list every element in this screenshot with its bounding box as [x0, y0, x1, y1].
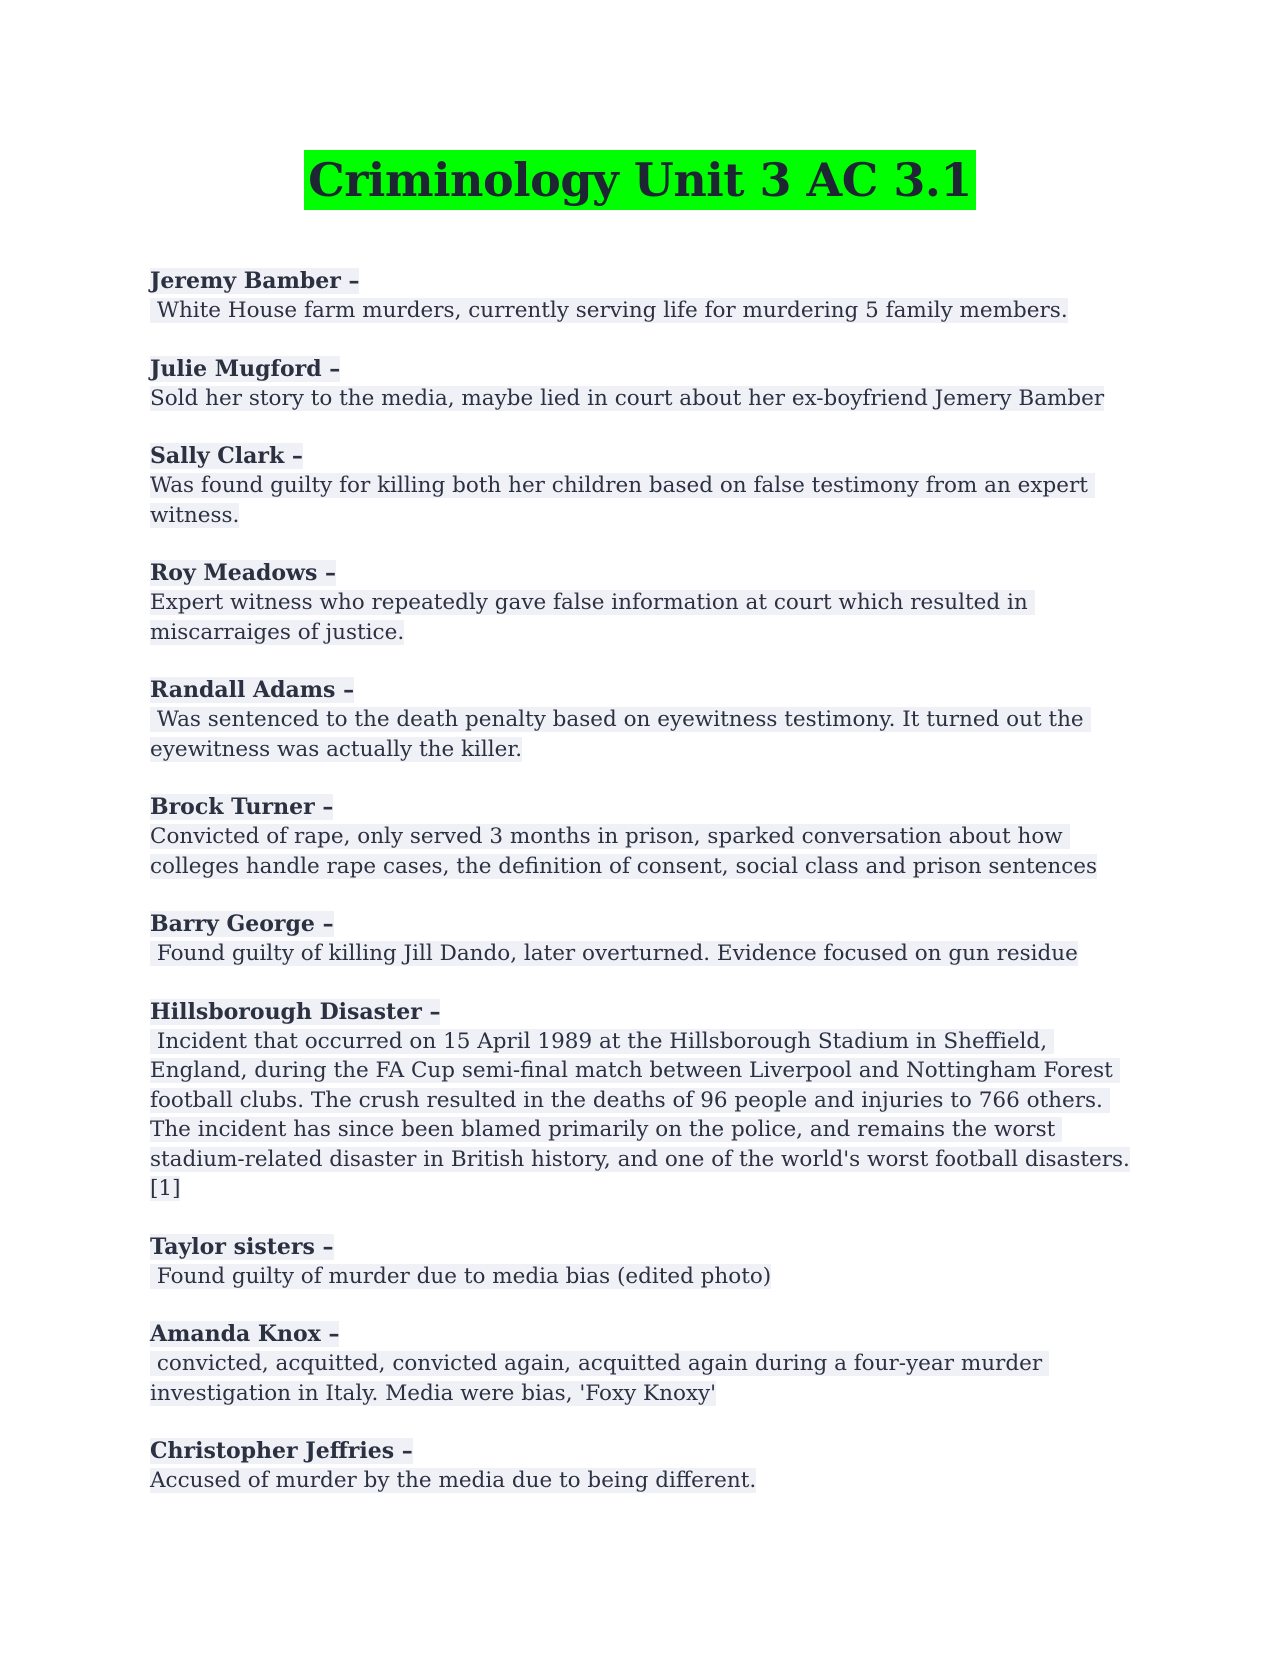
- entry-description: Found guilty of murder due to media bias (edited photo): [150, 1263, 772, 1289]
- entry-description: Found guilty of killing Jill Dando, later overturned. Evidence focused on gun residue: [150, 941, 1078, 966]
- entry-description: Expert witness who repeatedly gave false information at court which resulted in miscarraiges of justice.: [150, 590, 1035, 645]
- entry-description: White House farm murders, currently serving life for murdering 5 family members.: [150, 298, 1068, 323]
- entries-list: [150, 267, 1140, 1525]
- list-item: [150, 267, 1140, 326]
- entry-name: Brock Turner –: [150, 794, 334, 820]
- entry-name: Amanda Knox –: [150, 1321, 340, 1347]
- entry-description: Was sentenced to the death penalty based on eyewitness testimony. It turned out the eyewitness was actually the killer.: [150, 707, 1091, 762]
- entry-name: Taylor sisters –: [150, 1233, 334, 1260]
- entry-description: convicted, acquitted, convicted again, acquitted again during a four-year murder investigation in Italy. Media were bias, 'Foxy Knoxy': [150, 1351, 1049, 1406]
- list-item: [150, 355, 1140, 414]
- list-item: [150, 1437, 1140, 1496]
- title-container: [0, 150, 1280, 210]
- entry-name: Randall Adams –: [150, 677, 355, 703]
- entry-description: Sold her story to the media, maybe lied in court about her ex-boyfriend Jemery Bamber: [150, 385, 1105, 411]
- list-item: [150, 676, 1140, 764]
- list-item: [150, 793, 1140, 881]
- entry-name: Hillsborough Disaster –: [150, 998, 441, 1025]
- list-item: [150, 559, 1140, 647]
- entry-name: Barry George –: [150, 911, 334, 937]
- list-item: [150, 910, 1140, 969]
- entry-name: Roy Meadows –: [150, 560, 337, 586]
- list-item: [150, 998, 1140, 1204]
- entry-description: Incident that occurred on 15 April 1989 at the Hillsborough Stadium in Sheffield, England, during the FA Cup semi-final match between Liverpool and Nottingham Forest football clubs. The crush resulted in the deaths of 96 people and injuries to 766 others. The incident has since been blamed primarily on the police, and remains the worst stadium-related disaster in British history, and one of the world's worst football disasters.[1]: [150, 1028, 1130, 1201]
- list-item: [150, 1320, 1140, 1408]
- entry-name: Sally Clark –: [150, 443, 303, 469]
- entry-name: Julie Mugford –: [150, 355, 341, 382]
- entry-description: Was found guilty for killing both her children based on false testimony from an expert witness.: [150, 473, 1095, 528]
- entry-description: Accused of murder by the media due to being different.: [150, 1468, 757, 1493]
- list-item: [150, 1233, 1140, 1292]
- entry-name: Christopher Jeffries –: [150, 1438, 413, 1464]
- entry-name: Jeremy Bamber –: [150, 268, 360, 294]
- list-item: [150, 442, 1140, 530]
- entry-description: Convicted of rape, only served 3 months in prison, sparked conversation about how colleges handle rape cases, the definition of consent, social class and prison sentences: [150, 824, 1097, 879]
- page-title: Criminology Unit 3 AC 3.1: [304, 150, 976, 210]
